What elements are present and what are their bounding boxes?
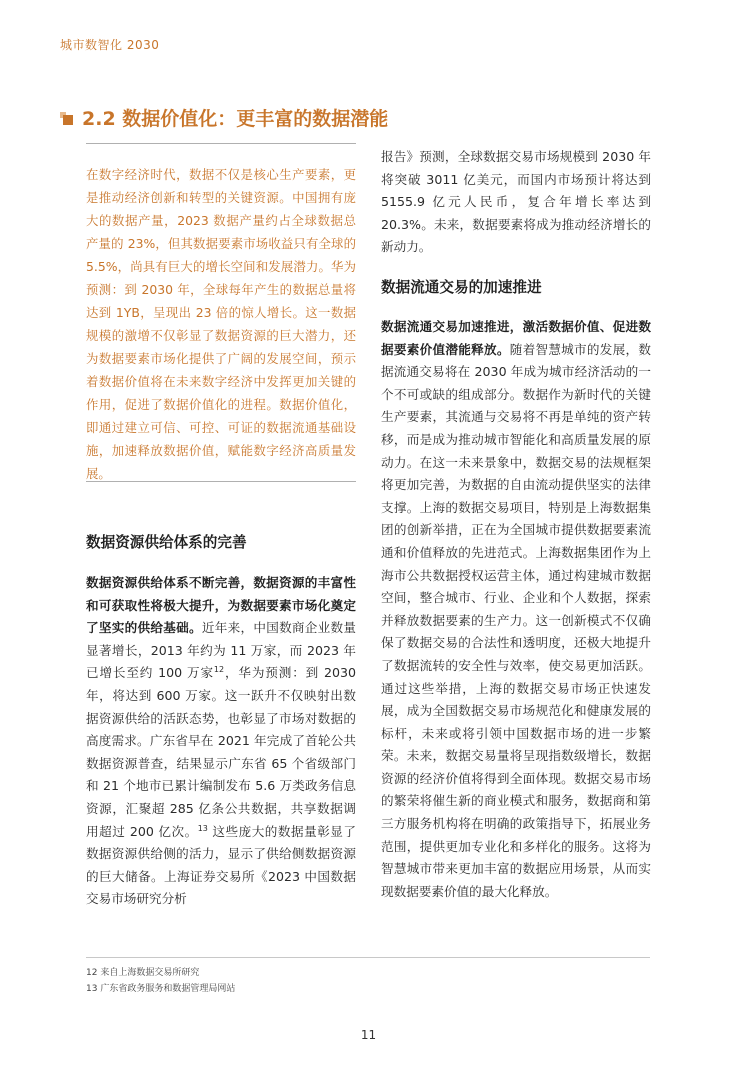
subsection-heading-supply: 数据资源供给体系的完善 (86, 534, 247, 551)
footnote-number: 12 (86, 968, 98, 978)
supply-text-c: 这些庞大的数据量彰显了数据资源供给侧的活力，显示了供给侧数据资源的巨大储备。上海证券交易所《2023 中国数据交易市场研究分析 (86, 823, 357, 907)
intro-paragraph: 在数字经济时代，数据不仅是核心生产要素，更是推动经济创新和转型的关键资源。中国拥有庞大的数据产量，2023 数据产量约占全球数据总产量的 23%，但其数据要素市场收益只有全球的 5.5%，尚具有巨大的增长空间和发展潜力。华为预测：到 2030 年，全球每年产生的数据总量将达到 1YB，呈现出 23 倍的惊人增长。这一数据规模的激增不仅彰显了数据资源的巨大潜力，还为数据要素市场化提供了广阔的发展空间，预示着数据价值将在未来数字经济中发挥更加关键的作用，促进了数据价值化的进程。数据价值化，即通过建立可信、可控、可证的数据流通基础设施，加速释放数据价值，赋能数字经济高质量发展。 (86, 167, 356, 481)
page-number: 11 (360, 1028, 377, 1042)
section-title-text: 2.2 数据价值化：更丰富的数据潜能 (82, 108, 389, 130)
footnote-item (86, 965, 235, 981)
intro-top-divider (86, 143, 356, 144)
supply-text-a: 近年来，中国数商企业数量显著增长，2013 年约为 11 万家，而 2023 年已增长至约 100 万家 (86, 620, 357, 681)
trading-text: 随着智慧城市的发展，数据流通交易将在 2030 年成为城市经济活动的一个不可或缺的组成部分。数据作为新时代的关键生产要素，其流通与交易将不再是单纯的资产转移，而是成为推动城市智能化和高质量发展的原动力。在这一未来景象中，数据交易的法规框架将更加完善，为数据的自由流动提供坚实的法律支撑。上海的数据交易项目，特别是上海数据集团的创新举措，正在为全国城市提供数据要素流通和价值释放的先进范式。上海数据集团作为上海市公共数据授权运营主体，通过构建城市数据空间，整合城市、行业、企业和个人数据，探索并释放数据要素的生产力。这一创新模式不仅确保了数据交易的合法性和透明度，还极大地提升了数据流转的安全性与效率，使交易更加活跃。通过这些举措，上海的数据交易市场正快速发展，成为全国数据交易市场规范化和健康发展的标杆，未来或将引领中国数据市场的进一步繁荣。未来，数据交易量将呈现指数级增长，数据资源的经济价值将得到全面体现。数据交易市场的繁荣将催生新的商业模式和服务，数据商和第三方服务机构将在明确的政策指导下，拓展业务范围，提供更加专业化和多样化的服务。这将为智慧城市带来更加丰富的数据应用场景，从而实现数据要素价值的最大化释放。 (381, 341, 652, 899)
footnote-item (86, 981, 235, 997)
supply-paragraph (86, 572, 356, 911)
section-title (60, 104, 388, 131)
subsection-heading-trading: 数据流通交易的加速推进 (381, 279, 542, 296)
footnote-divider (86, 957, 650, 958)
trading-paragraph (381, 316, 651, 903)
footnote-text: 来自上海数据交易所研究 (100, 968, 200, 978)
supply-paragraph-continued: 报告》预测，全球数据交易市场规模到 2030 年将突破 3011 亿美元，而国内市场预计将达到 5155.9 亿元人民币，复合年增长率达到 20.3%。未来，数据要素将成为推动经济增长的新动力。 (381, 149, 651, 255)
footnote-text: 广东省政务服务和数据管理局网站 (100, 984, 236, 994)
supply-lead: 数据资源供给体系不断完善，数据资源的丰富性和可获取性将极大提升，为数据要素市场化奠定了坚实的供给基础。 (86, 575, 356, 636)
trading-lead: 数据流通交易加速推进，激活数据价值、促进数据要素价值潜能释放。 (381, 319, 651, 357)
square-bullet-icon (60, 112, 74, 126)
footnote-ref: 12 (213, 665, 225, 675)
running-header: 城市数智化 2030 (60, 38, 160, 52)
footnote-number: 13 (86, 984, 98, 994)
intro-bottom-divider (86, 481, 356, 482)
footnotes (86, 965, 235, 997)
supply-text-b: ，华为预测：到 2030 年，将达到 600 万家。这一跃升不仅映射出数据资源供给的活跃态势，也彰显了市场对数据的高度需求。广东省早在 2021 年完成了首轮公共数据资源普查，结果显示广东省 65 个省级部门和 21 个地市已累计编制发布 5.6 万类政务信息资源，汇聚超 285 亿条公共数据，共享数据调用超过 200 亿次。 (86, 665, 356, 839)
footnote-ref: 13 (197, 823, 208, 833)
